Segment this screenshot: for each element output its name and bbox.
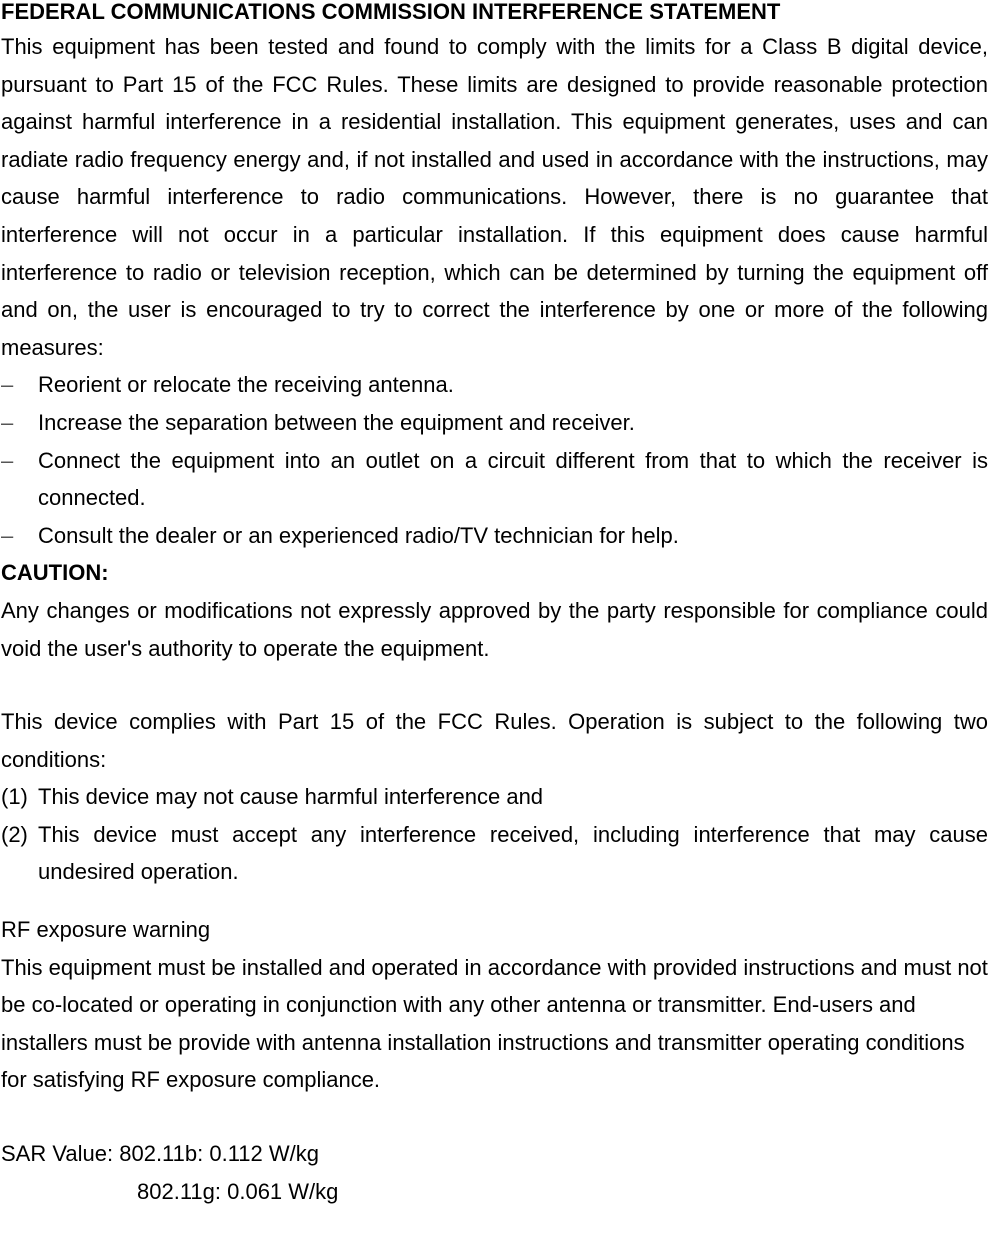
- sar-value: 802.11b: 0.112 W/kg: [119, 1141, 319, 1167]
- fcc-heading: FEDERAL COMMUNICATIONS COMMISSION INTERFERENCE STATEMENT: [1, 0, 781, 24]
- measure-text: Consult the dealer or an experienced radio/TV technician for help.: [38, 522, 679, 548]
- dash-marker: –: [1, 372, 14, 398]
- sar-row: [1, 1135, 988, 1173]
- dash-marker: –: [1, 409, 14, 435]
- sar-label: SAR Value:: [1, 1141, 114, 1167]
- measure-text: Reorient or relocate the receiving antenna.: [38, 372, 454, 398]
- fcc-paragraph: This equipment has been tested and found to comply with the limits for a Class B digital device, pursuant to Part 15 of the FCC Rules. These limits are designed to provide reasonable protection against harmful interference in a residential installation. This equipment generates, uses and can radiate radio frequency energy and, if not installed and used in accordance with the instructions, may cause harmful interference to radio communications. However, there is no guarantee that interference will not occur in a particular installation. If this equipment does cause harmful interference to radio or television reception, which can be determined by turning the equipment off and on, the user is encouraged to try to correct the interference by one or more of the following measures:: [1, 34, 988, 360]
- condition-text: This device must accept any interference received, including interference that may cause undesired operation.: [38, 821, 988, 885]
- list-item: [1, 778, 988, 816]
- sar-row: [1, 1173, 988, 1211]
- sar-block: [1, 1135, 988, 1210]
- rf-text: This equipment must be installed and operated in accordance with provided instructions and must not be co-located or operating in conjunction with any other antenna or transmitter. End-users and installers must be provide with antenna installation instructions and transmitter operating conditions for satisfying RF exposure compliance.: [1, 954, 988, 1093]
- rf-title: RF exposure warning: [1, 917, 211, 943]
- list-item: [1, 816, 988, 891]
- part15-intro: This device complies with Part 15 of the FCC Rules. Operation is subject to the following two conditions:: [1, 709, 988, 772]
- condition-number: (2): [1, 821, 28, 847]
- measures-list: [1, 366, 988, 554]
- caution-label: CAUTION:: [1, 560, 109, 586]
- condition-number: (1): [1, 784, 28, 810]
- condition-text: This device may not cause harmful interference and: [38, 784, 544, 810]
- sar-value: 802.11g: 0.061 W/kg: [137, 1178, 339, 1204]
- dash-marker: –: [1, 522, 14, 548]
- conditions-list: [1, 778, 988, 891]
- list-item: [1, 517, 988, 555]
- list-item: [1, 442, 988, 517]
- measure-text: Increase the separation between the equipment and receiver.: [38, 409, 635, 435]
- measure-text: Connect the equipment into an outlet on a circuit different from that to which the receiver is connected.: [38, 447, 988, 511]
- list-item: [1, 404, 988, 442]
- list-item: [1, 366, 988, 404]
- dash-marker: –: [1, 447, 14, 473]
- caution-text: Any changes or modifications not expressly approved by the party responsible for compliance could void the user's authority to operate the equipment.: [1, 597, 988, 661]
